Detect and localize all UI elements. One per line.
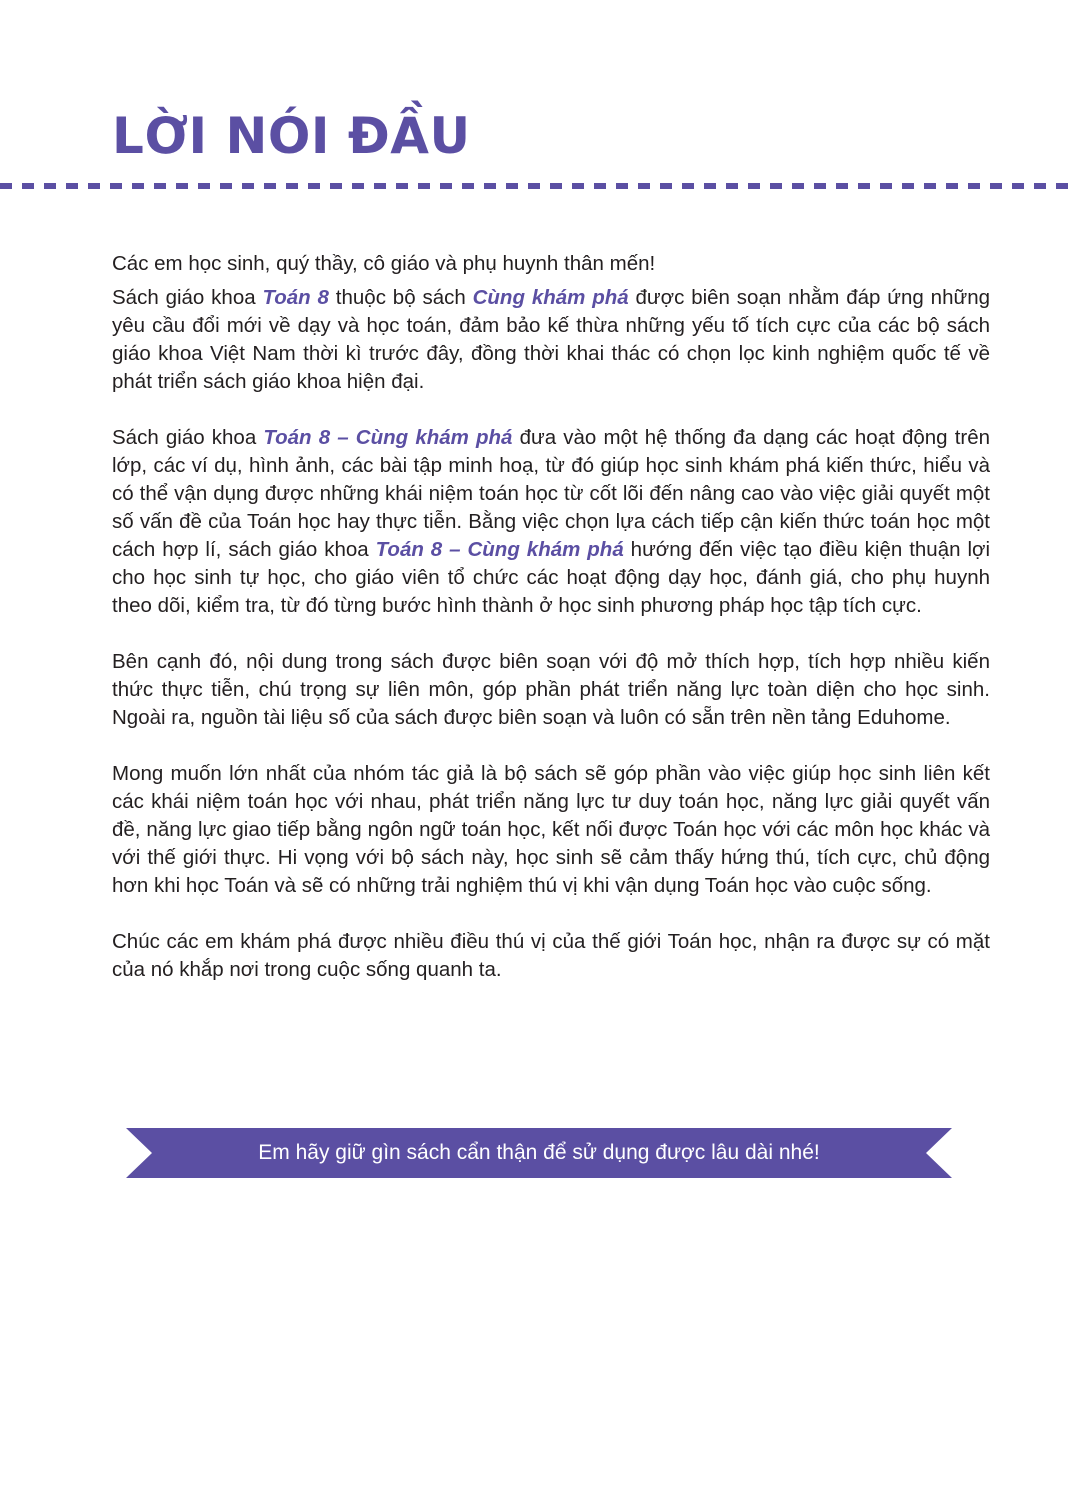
reminder-banner bbox=[126, 1128, 952, 1178]
preface-body bbox=[112, 250, 990, 984]
greeting-line: Các em học sinh, quý thầy, cô giáo và phụ huynh thân mến! bbox=[112, 252, 656, 275]
paragraph-1-text: được biên soạn nhằm đáp ứng những yêu cầu đổi mới về dạy và học toán, đảm bảo kế thừa những yếu tố tích cực của các bộ sách giáo khoa Việt Nam thời kì trước đây, đồng thời khai thác có chọn lọc kinh nghiệm quốc tế về phát triển sách giáo khoa hiện đại. bbox=[112, 286, 990, 393]
paragraph-1 bbox=[112, 284, 990, 396]
book-title-highlight: Toán 8 bbox=[262, 286, 329, 309]
paragraph-4: Mong muốn lớn nhất của nhóm tác giả là bộ sách sẽ góp phần vào việc giúp học sinh liên kết các khái niệm toán học với nhau, phát triển năng lực tư duy toán học, năng lực giải quyết vấn đề, năng lực giao tiếp bằng ngôn ngữ toán học, kết nối được Toán học với các môn học khác và với thế giới thực. Hi vọng với bộ sách này, học sinh sẽ cảm thấy hứng thú, tích cực, chủ động hơn khi học Toán và sẽ có những trải nghiệm thú vị khi vận dụng Toán học vào cuộc sống. bbox=[112, 762, 990, 897]
paragraph-5: Chúc các em khám phá được nhiều điều thú vị của thế giới Toán học, nhận ra được sự có mặt của nó khắp nơi trong cuộc sống quanh ta. bbox=[112, 930, 990, 981]
paragraph-3: Bên cạnh đó, nội dung trong sách được biên soạn với độ mở thích hợp, tích hợp nhiều kiến thức thực tiễn, chú trọng sự liên môn, góp phần phát triển năng lực toàn diện cho học sinh. Ngoài ra, nguồn tài liệu số của sách được biên soạn và luôn có sẵn trên nền tảng Eduhome. bbox=[112, 650, 990, 729]
series-name-highlight: Cùng khám phá bbox=[472, 286, 629, 309]
paragraph-2-text: đưa vào một hệ thống đa dạng các hoạt động trên lớp, các ví dụ, hình ảnh, các bài tập minh hoạ, từ đó giúp học sinh khám phá kiến thức, hiểu và có thể vận dụng được những khái niệm toán học từ cốt lõi đến nâng cao vào việc giải quyết một số vấn đề của Toán học hay thực tiễn. Bằng việc chọn lựa cách tiếp cận kiến thức toán học một cách hợp lí, sách giáo khoa bbox=[112, 426, 991, 561]
reminder-text: Em hãy giữ gìn sách cẩn thận để sử dụng được lâu dài nhé! bbox=[258, 1141, 820, 1164]
paragraph-2 bbox=[112, 424, 990, 620]
book-title-highlight: Toán 8 – Cùng khám phá bbox=[375, 538, 624, 561]
paragraph-2-text: hướng đến việc tạo điều kiện thuận lợi cho học sinh tự học, cho giáo viên tổ chức các hoạt động dạy học, đánh giá, cho phụ huynh theo dõi, kiểm tra, từ đó từng bước hình thành ở học sinh phương pháp học tập tích cực. bbox=[112, 538, 990, 617]
paragraph-1-text: Sách giáo khoa bbox=[112, 286, 263, 309]
book-title-highlight: Toán 8 – Cùng khám phá bbox=[263, 426, 513, 449]
paragraph-2-text: Sách giáo khoa bbox=[112, 426, 264, 449]
dashed-divider bbox=[0, 183, 1076, 189]
paragraph-1-text: thuộc bộ sách bbox=[328, 286, 473, 309]
page-title: LỜI NÓI ĐẦU bbox=[112, 107, 471, 165]
